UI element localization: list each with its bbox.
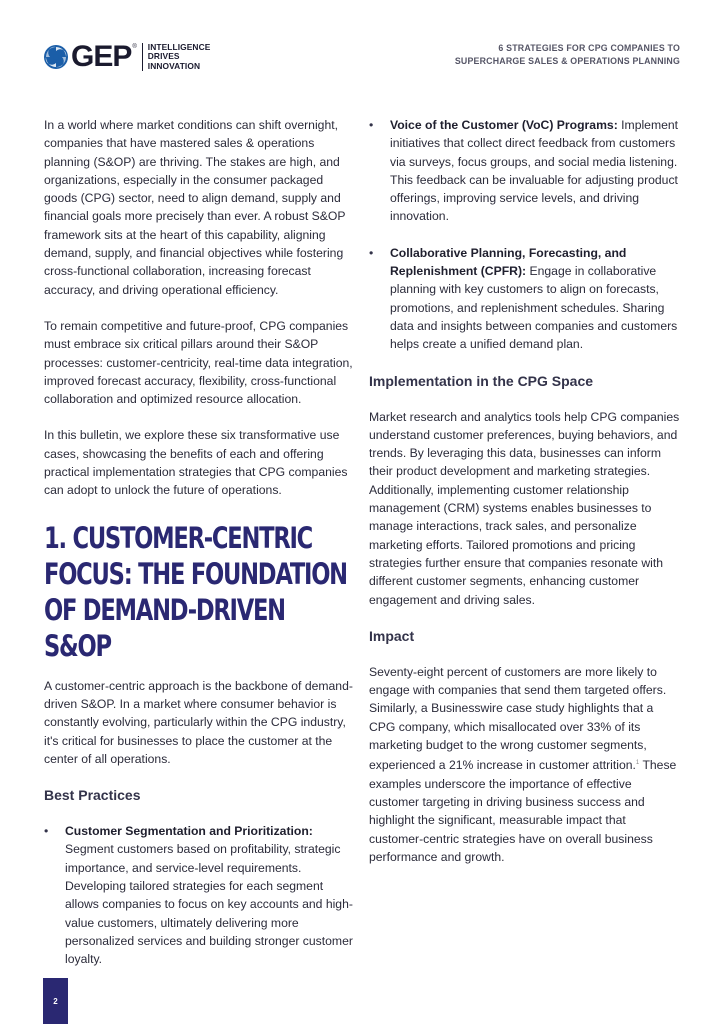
impact-text: These examples underscore the importance of effective customer targeting in driving business success and highlight the significant, measurable impact that customer-centric strategies have on overall business performance and growth. xyxy=(369,758,677,864)
bullet-title: Voice of the Customer (VoC) Programs: xyxy=(390,118,618,132)
tagline-line: INNOVATION xyxy=(147,60,201,71)
impact-title: Impact xyxy=(369,627,415,644)
tagline-line: INTELLIGENCE xyxy=(147,41,211,52)
bullet-text: Segment customers based on profitability, strategic importance, and service-level requirements. Developing tailored strategies for each segment allows companies to focus on key accounts and high-value customers, ultimately delivering more personalized services and building stronger customer loyalty. xyxy=(65,842,353,967)
best-practices-list xyxy=(44,822,354,968)
list-item xyxy=(44,822,354,968)
document-title xyxy=(455,42,680,68)
bullet-text: Implement initiatives that collect direct feedback from customers via surveys, focus groups, and social media listening. This feedback can be invaluable for adjusting product offerings, improving service levels, and driving innovation. xyxy=(390,118,679,224)
bullet-title: Customer Segmentation and Prioritization: xyxy=(65,824,313,839)
intro-paragraph: In this bulletin, we explore these six transformative use cases, showcasing the benefits of each and offering practical implementation strategies that CPG companies can adopt to unlock the future of operations. xyxy=(44,428,348,498)
intro-paragraph: In a world where market conditions can shift overnight, companies that have mastered sales & operations planning (S&OP) are thriving. The stakes are high, and organizations, especially in the consumer packaged goods (CPG) sector, need to align demand, supply and financial goals more precisely than ever. A robust S&OP framework sits at the heart of this capability, aligning demand, supply, and financial objectives while fostering cross-functional collaboration, increasing forecast accuracy, and driving operational efficiency. xyxy=(44,118,346,297)
logo-registered-mark: ® xyxy=(132,44,137,50)
implementation-paragraph: Market research and analytics tools help CPG companies understand customer preferences, buying behaviors, and trends. By leveraging this data, businesses can inform their product development and marketing strategies. Additionally, implementing customer relationship management (CRM) systems enables businesses to manage interactions, track sales, and personalize marketing efforts. Tailored promotions and pricing strategies further ensure that companies resonate with different customer segments, enhancing customer engagement and driving sales. xyxy=(369,409,680,607)
section-heading-line: FOCUS: THE FOUNDATION xyxy=(44,556,347,591)
intro-paragraph: To remain competitive and future-proof, CPG companies must embrace six critical pillars around their S&OP processes: customer-centricity, real-time data integration, improved forecast accuracy, flexibility, cross-functional collaboration and optimized resource allocation. xyxy=(44,318,353,407)
bullet-title: Collaborative Planning, Forecasting, and Replenishment (CPFR): xyxy=(390,245,627,279)
impact-text: Seventy-eight percent of customers are more likely to engage with companies that send them targeted offers. Similarly, a Businesswire case study highlights that a CPG company, which misallocated over 33% of its marketing budget to the wrong customer segments, experienced a 21% increase in customer attrition. xyxy=(369,664,667,773)
tagline-line: DRIVES xyxy=(147,51,180,62)
document-title-line: 6 STRATEGIES FOR CPG COMPANIES TO xyxy=(498,43,680,53)
gep-logo-swirl-icon xyxy=(43,44,69,70)
logo-wordmark: GEP xyxy=(71,40,132,73)
implementation-title: Implementation in the CPG Space xyxy=(369,372,594,389)
right-column xyxy=(369,116,681,884)
section-heading xyxy=(44,520,348,664)
best-practices-list-continued xyxy=(369,116,681,354)
left-column xyxy=(44,116,354,987)
bullet-text: Engage in collaborative planning with key customers to align on forecasts, promotions, and replenishment schedules. Sharing data and insights between companies and customers helps create a unified demand plan. xyxy=(390,264,678,352)
logo-divider xyxy=(142,43,143,71)
logo-tagline xyxy=(148,43,211,72)
page-number: 2 xyxy=(43,978,68,1024)
footnote-marker[interactable]: 1 xyxy=(635,760,640,767)
list-item xyxy=(369,244,681,354)
gep-logo xyxy=(43,42,210,72)
best-practices-title: Best Practices xyxy=(44,787,141,804)
section-heading-line: OF DEMAND-DRIVEN S&OP xyxy=(44,592,285,663)
impact-paragraph xyxy=(369,663,681,866)
section-heading-line: 1. CUSTOMER-CENTRIC xyxy=(44,520,313,555)
section-intro: A customer-centric approach is the backbone of demand-driven S&OP. In a market where consumer behavior is constantly evolving, particularly within the CPG industry, it's critical for businesses to place the customer at the center of all operations. xyxy=(44,678,353,766)
document-title-line: SUPERCHARGE SALES & OPERATIONS PLANNING xyxy=(454,56,680,66)
list-item xyxy=(369,116,681,226)
